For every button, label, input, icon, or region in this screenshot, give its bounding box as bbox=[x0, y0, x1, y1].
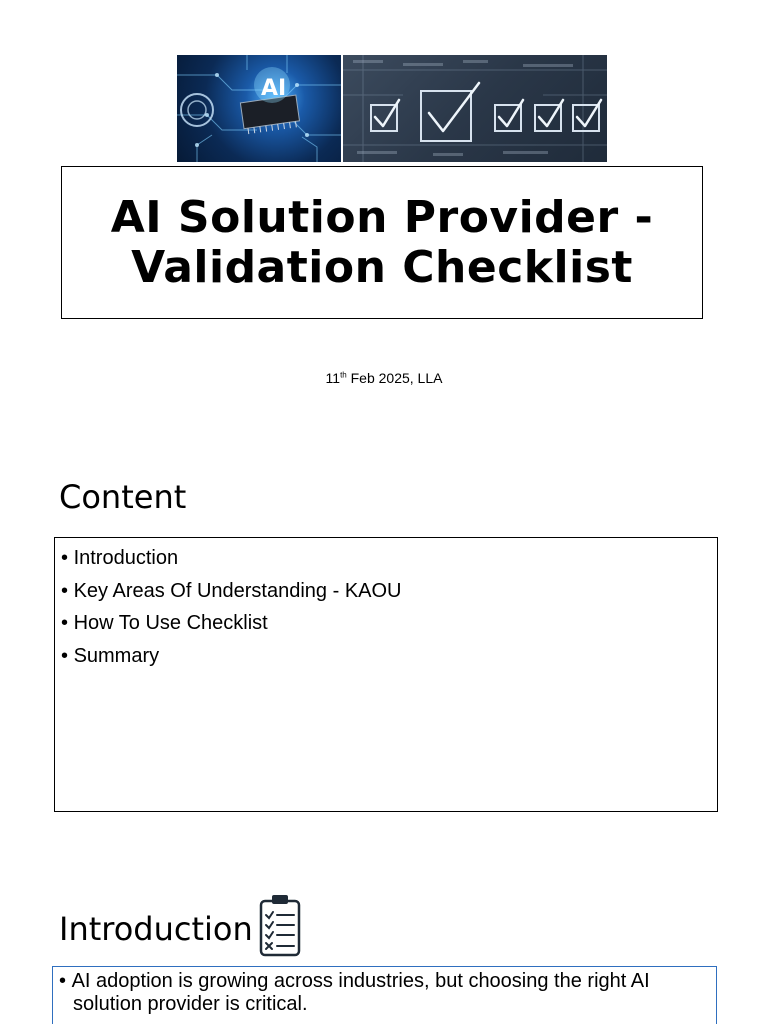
content-box bbox=[54, 537, 718, 812]
title-box bbox=[61, 166, 703, 319]
content-item-introduction: • Introduction bbox=[61, 542, 711, 575]
introduction-box bbox=[52, 966, 717, 1024]
introduction-list bbox=[59, 970, 710, 1016]
content-item-summary: • Summary bbox=[61, 640, 711, 673]
introduction-heading: Introduction bbox=[59, 910, 253, 948]
date-author-line bbox=[0, 370, 768, 386]
ai-chip-image bbox=[177, 55, 341, 162]
date-day-suffix: th bbox=[340, 370, 347, 380]
introduction-item: • AI adoption is growing across industries, but choosing the right AI solution provider is critical. bbox=[59, 970, 710, 1016]
content-list bbox=[61, 542, 711, 672]
content-heading: Content bbox=[59, 478, 187, 516]
checklist-checkmarks-image bbox=[343, 55, 607, 162]
content-item-how-to-use: • How To Use Checklist bbox=[61, 607, 711, 640]
ai-label: AI bbox=[261, 76, 287, 101]
clipboard-checklist-icon bbox=[258, 893, 302, 957]
hero-banner bbox=[177, 55, 607, 162]
date-rest: Feb 2025, LLA bbox=[346, 370, 443, 386]
page-title: AI Solution Provider - Validation Checklist bbox=[110, 191, 654, 293]
content-item-kaou: • Key Areas Of Understanding - KAOU bbox=[61, 575, 711, 608]
date-day: 11 bbox=[325, 370, 341, 386]
